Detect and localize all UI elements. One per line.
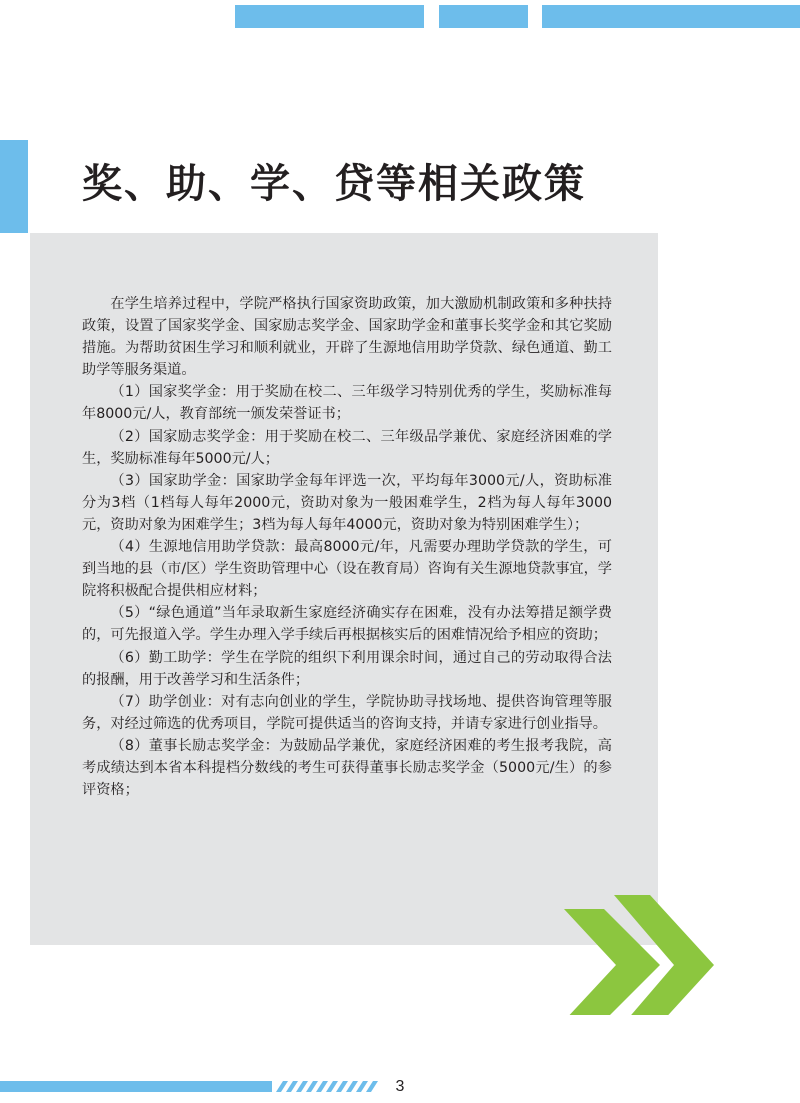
policy-text [82, 293, 612, 801]
policy-item-2: （2）国家励志奖学金：用于奖励在校二、三年级品学兼优、家庭经济困难的学生，奖励标准每年5000元/人； [82, 428, 612, 467]
policy-item-6: （6）勤工助学：学生在学院的组织下利用课余时间，通过自己的劳动取得合法的报酬，用于改善学习和生活条件； [82, 649, 612, 688]
policy-item-7: （7）助学创业：对有志向创业的学生，学院协助寻找场地、提供咨询管理等服务，对经过筛选的优秀项目，学院可提供适当的咨询支持，并请专家进行创业指导。 [82, 693, 612, 732]
policy-item-5: （5）“绿色通道”当年录取新生家庭经济确实存在困难，没有办法筹措足额学费的，可先报道入学。学生办理入学手续后再根据核实后的困难情况给予相应的资助； [82, 605, 612, 644]
side-accent-bar [0, 140, 28, 233]
bottom-stripes [272, 1081, 382, 1092]
top-accent-bar-2 [439, 5, 528, 28]
page-number: 3 [395, 1078, 405, 1095]
intro-paragraph: 在学生培养过程中，学院严格执行国家资助政策，加大激励机制政策和多种扶持政策，设置了国家奖学金、国家励志奖学金、国家助学金和董事长奖学金和其它奖励措施。为帮助贫困生学习和顺利就业，开辟了生源地信用助学贷款、绿色通道、勤工助学等服务渠道。 [82, 296, 612, 379]
chevron-arrows-icon [558, 895, 718, 1015]
top-accent-bar-1 [235, 5, 424, 28]
bottom-accent-bar [0, 1081, 272, 1092]
page-title: 奖、助、学、贷等相关政策 [82, 161, 586, 207]
top-accent-bar-3 [542, 5, 800, 28]
policy-item-3: （3）国家助学金：国家助学金每年评选一次，平均每年3000元/人，资助标准分为3档（1档每人每年2000元，资助对象为一般困难学生，2档为每人每年3000元，资助对象为困难学生；3档为每人每年4000元，资助对象为特别困难学生）； [82, 472, 612, 533]
policy-item-4: （4）生源地信用助学贷款：最高8000元/年，凡需要办理助学贷款的学生，可到当地的县（市/区）学生资助管理中心（设在教育局）咨询有关生源地贷款事宜，学院将积极配合提供相应材料； [82, 539, 612, 600]
policy-item-1: （1）国家奖学金：用于奖励在校二、三年级学习特别优秀的学生，奖励标准每年8000元/人，教育部统一颁发荣誉证书； [82, 384, 612, 423]
policy-item-8: （8）董事长励志奖学金：为鼓励品学兼优，家庭经济困难的考生报考我院，高考成绩达到本省本科提档分数线的考生可获得董事长励志奖学金（5000元/生）的参评资格； [82, 737, 612, 799]
